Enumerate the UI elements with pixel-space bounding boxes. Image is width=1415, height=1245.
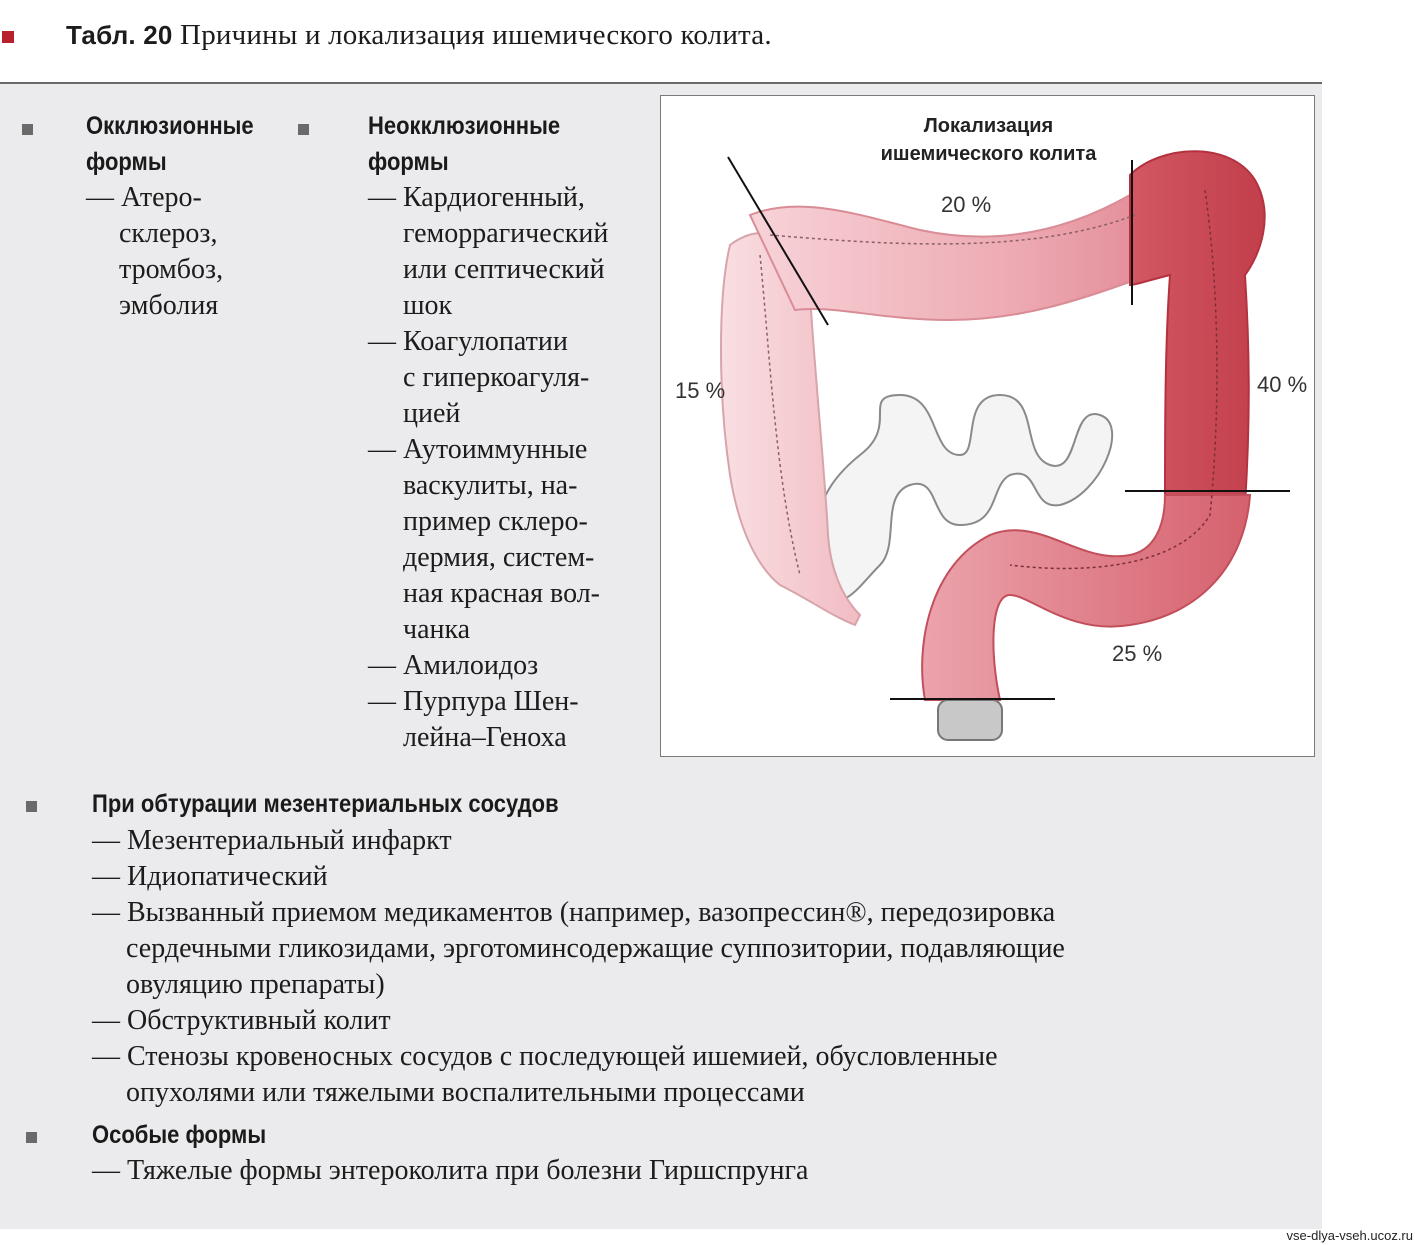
list-item: сердечными гликозидами, эрготоминсодержащие суппозитории, подавляющие: [126, 933, 1065, 964]
list-item: склероз,: [119, 218, 218, 249]
list-item: — Вызванный приемом медикаментов (например, вазопрессин®, передозировка: [92, 897, 1056, 928]
list-item: дермия, систем-: [403, 542, 595, 573]
list-item: — Коагулопатии: [368, 326, 568, 357]
list-item: васкулиты, на-: [403, 470, 578, 501]
list-item: — Идиопатический: [92, 861, 328, 892]
list-item: — Тяжелые формы энтероколита при болезни Гиршспрунга: [92, 1155, 809, 1186]
list-item: лейна–Геноха: [403, 722, 567, 753]
sigmoid-colon: [922, 495, 1250, 700]
list-item: геморрагический: [403, 218, 609, 249]
pct-descending: 40 %: [1257, 372, 1308, 397]
pct-sigmoid: 25 %: [1112, 641, 1163, 666]
table-number: Табл. 20: [66, 20, 173, 50]
heading-nonocclusive-line-1: Неокклюзионные: [368, 112, 561, 140]
bullet-special: [26, 1132, 37, 1143]
heading-mesenteric: При обтурации мезентериальных сосудов: [92, 790, 559, 818]
pct-ascending: 15 %: [675, 378, 726, 403]
list-item: — Кардиогенный,: [368, 182, 585, 213]
heading-occlusive-line-1: Окклюзионные: [86, 112, 254, 140]
heading-nonocclusive: [368, 108, 560, 180]
heading-nonocclusive-line-2: формы: [368, 148, 449, 176]
list-special: [92, 1153, 808, 1189]
list-occlusive: [86, 180, 223, 324]
bullet-mesenteric: [26, 801, 37, 812]
bullet-nonocclusive: [298, 124, 309, 135]
watermark: vse-dlya-vseh.ucoz.ru: [1286, 1228, 1413, 1243]
title-marker: [2, 31, 14, 43]
list-item: — Обструктивный колит: [92, 1005, 391, 1036]
list-item: — Мезентериальный инфаркт: [92, 825, 452, 856]
list-item: — Амилоидоз: [368, 650, 539, 681]
bullet-occlusive: [22, 124, 33, 135]
list-item: чанка: [403, 614, 471, 645]
title-text: Причины и локализация ишемического колита.: [180, 19, 772, 51]
list-item: ная красная вол-: [403, 578, 600, 609]
list-nonocclusive: [368, 180, 608, 756]
heading-occlusive-line-2: формы: [86, 148, 167, 176]
list-item: эмболия: [119, 290, 219, 321]
list-item: шок: [403, 290, 453, 321]
title-bar: [0, 0, 1415, 82]
page-title: [66, 19, 772, 52]
list-item: — Атеро-: [86, 182, 202, 213]
list-item: тромбоз,: [119, 254, 224, 285]
heading-occlusive: [86, 108, 254, 180]
heading-special: Особые формы: [92, 1121, 267, 1149]
list-item: — Пурпура Шен-: [368, 686, 579, 717]
rectum: [938, 700, 1002, 740]
list-item: цией: [403, 398, 461, 429]
list-mesenteric: [92, 823, 1065, 1111]
figure-title-line-2: ишемического колита: [880, 143, 1097, 165]
figure-title-line-1: Локализация: [923, 115, 1054, 137]
list-item: — Аутоиммунные: [368, 434, 588, 465]
list-item: опухолями или тяжелыми воспалительными процессами: [126, 1077, 805, 1108]
list-item: овуляцию препараты): [126, 969, 385, 1000]
list-item: — Стенозы кровеносных сосудов с последующей ишемией, обусловленные: [92, 1041, 998, 1072]
list-item: с гиперкоагуля-: [403, 362, 590, 393]
list-item: или септический: [403, 254, 605, 285]
pct-transverse: 20 %: [941, 192, 992, 217]
descending-colon: [1130, 151, 1265, 505]
list-item: пример склеро-: [403, 506, 588, 537]
